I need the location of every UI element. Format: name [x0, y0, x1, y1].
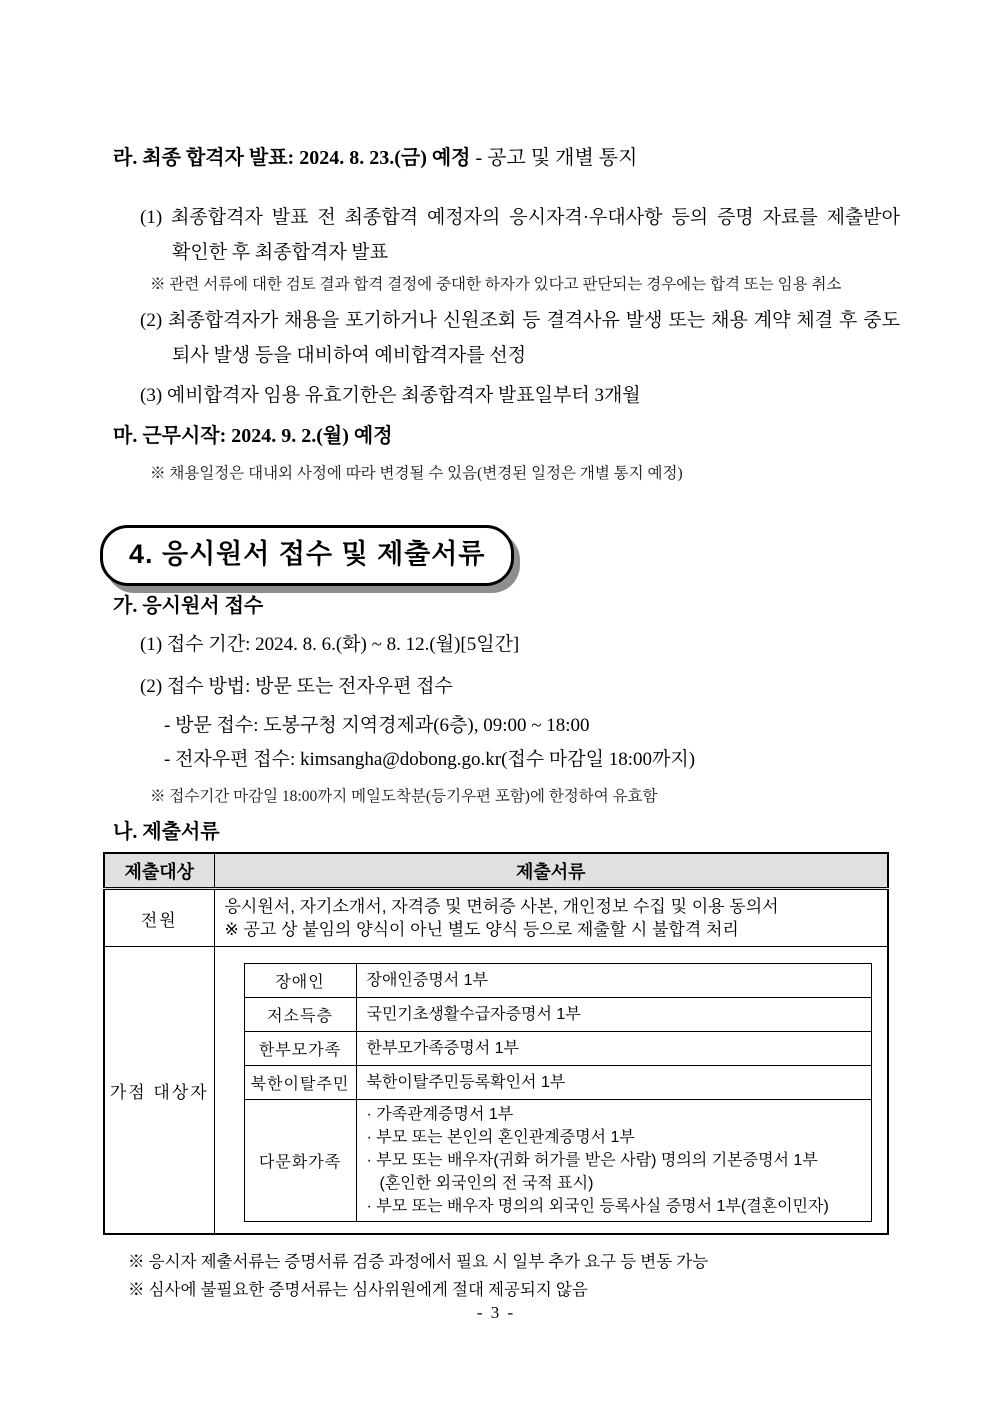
- paragraph-final-1: (1) 최종합격자 발표 전 최종합격 예정자의 응시자격·우대사항 등의 증명 자료를 제출받아 확인한 후 최종합격자 발표: [140, 207, 900, 263]
- section4-title-box: [100, 525, 514, 586]
- heading-submission-docs: 나. 제출서류: [113, 821, 220, 843]
- inner-label-disabled: 장애인: [244, 964, 356, 998]
- submission-docs-table: [103, 852, 889, 1235]
- everyone-docs-line2: ※ 공고 상 붙임의 양식이 아닌 별도 양식 등으로 제출할 시 불합격 처리: [224, 920, 739, 939]
- inner-label-nkdefector: 북한이탈주민: [244, 1066, 356, 1100]
- inner-row-disabled: [244, 964, 872, 998]
- paragraph-final-2: (2) 최종합격자가 채용을 포기하거나 신원조회 등 결격사유 발생 또는 채용 계약 체결 후 중도 퇴사 발생 등을 대비하여 예비합격자를 선정: [140, 310, 900, 366]
- cell-bonus-label: 가점 대상자: [104, 947, 214, 1235]
- page-content: [100, 146, 900, 1304]
- bottom-note-privacy: ※ 심사에 불필요한 증명서류는 심사위원에게 절대 제공되지 않음: [128, 1280, 588, 1299]
- multicultural-doc-line4: (혼인한 외국인의 전 국적 표시): [379, 1175, 594, 1192]
- heading-application-receipt: 가. 응시원서 접수: [113, 595, 264, 617]
- table-row-everyone: [104, 889, 888, 947]
- multicultural-doc-line2: · 부모 또는 본인의 혼인관계증명서 1부: [366, 1129, 635, 1146]
- line-visit-receipt: - 방문 접수: 도봉구청 지역경제과(6층), 09:00 ~ 18:00: [164, 715, 590, 736]
- inner-doc-singleparent: 한부모가족증명서 1부: [356, 1032, 872, 1066]
- inner-row-multicultural: [244, 1100, 872, 1222]
- table-row-bonus: [104, 947, 888, 1235]
- line-receipt-period: (1) 접수 기간: 2024. 8. 6.(화) ~ 8. 12.(월)[5일간]: [140, 634, 520, 655]
- bonus-inner-table: [244, 963, 873, 1222]
- multicultural-doc-line3: · 부모 또는 배우자(귀화 허가를 받은 사람) 명의의 기본증명서 1부: [366, 1152, 818, 1169]
- multicultural-doc-line1: · 가족관계증명서 1부: [366, 1106, 514, 1123]
- everyone-docs-line1: 응시원서, 자기소개서, 자격증 및 면허증 사본, 개인정보 수집 및 이용 동의서: [224, 897, 779, 916]
- cell-bonus-docs: [214, 947, 888, 1235]
- note-final-review: ※ 관련 서류에 대한 검토 결과 합격 결정에 중대한 하자가 있다고 판단되는 경우에는 합격 또는 임용 취소: [150, 276, 842, 293]
- inner-doc-nkdefector: 북한이탈주민등록확인서 1부: [356, 1066, 872, 1100]
- cell-everyone-label: 전원: [104, 889, 214, 947]
- inner-row-nkdefector: [244, 1066, 872, 1100]
- paragraph-final-3: (3) 예비합격자 임용 유효기한은 최종합격자 발표일부터 3개월: [140, 385, 641, 406]
- inner-doc-lowincome: 국민기초생활수급자증명서 1부: [356, 998, 872, 1032]
- header-cell-docs: 제출서류: [214, 853, 888, 889]
- cell-everyone-docs: [214, 889, 888, 947]
- line-email-receipt: - 전자우편 접수: kimsangha@dobong.go.kr(접수 마감일 18:00까지): [164, 749, 696, 770]
- multicultural-doc-line5: · 부모 또는 배우자 명의의 외국인 등록사실 증명서 1부(결혼이민자): [366, 1198, 829, 1215]
- inner-label-lowincome: 저소득층: [244, 998, 356, 1032]
- inner-doc-disabled: 장애인증명서 1부: [356, 964, 872, 998]
- page-number: - 3 -: [476, 1303, 516, 1322]
- note-schedule-change: ※ 채용일정은 대내외 사정에 따라 변경될 수 있음(변경된 일정은 개별 통지 예정): [150, 465, 683, 482]
- heading-work-start: 마. 근무시작: 2024. 9. 2.(월) 예정: [113, 425, 393, 447]
- header-cell-target: 제출대상: [104, 853, 214, 889]
- inner-doc-multicultural: [356, 1100, 872, 1222]
- line-receipt-method: (2) 접수 방법: 방문 또는 전자우편 접수: [140, 676, 453, 697]
- inner-row-lowincome: [244, 998, 872, 1032]
- note-receipt-deadline: ※ 접수기간 마감일 18:00까지 메일도착분(등기우편 포함)에 한정하여 유효함: [150, 788, 658, 805]
- bottom-note-additional-docs: ※ 응시자 제출서류는 증명서류 검증 과정에서 필요 시 일부 추가 요구 등 변동 가능: [128, 1252, 709, 1271]
- heading-final-announcement: [113, 146, 900, 170]
- inner-label-multicultural: 다문화가족: [244, 1100, 356, 1222]
- table-header-row: [104, 853, 888, 889]
- section4-title: 4. 응시원서 접수 및 제출서류: [129, 539, 486, 569]
- inner-row-singleparent: [244, 1032, 872, 1066]
- heading-final-announcement-bold: 라. 최종 합격자 발표: 2024. 8. 23.(금) 예정: [113, 147, 471, 169]
- inner-label-singleparent: 한부모가족: [244, 1032, 356, 1066]
- heading-final-announcement-rest: - 공고 및 개별 통지: [470, 147, 638, 169]
